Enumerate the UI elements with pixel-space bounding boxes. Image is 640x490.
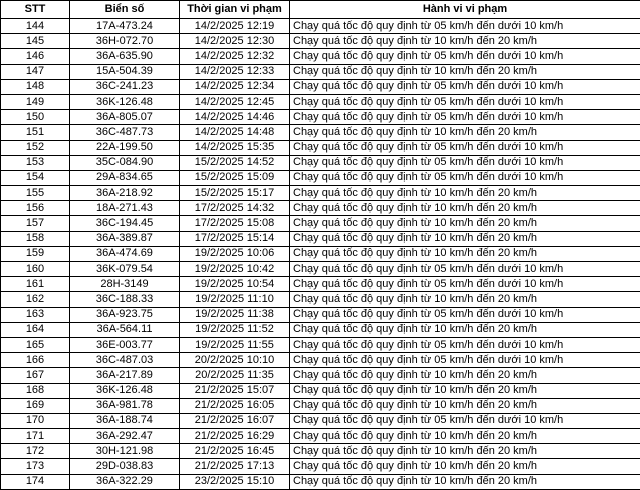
cell-stt: 157 <box>1 216 70 231</box>
cell-plate: 15A-504.39 <box>70 64 180 79</box>
cell-time: 14/2/2025 12:19 <box>180 19 290 34</box>
cell-plate: 36C-188.33 <box>70 292 180 307</box>
cell-plate: 22A-199.50 <box>70 140 180 155</box>
cell-plate: 36C-487.03 <box>70 353 180 368</box>
cell-plate: 36A-217.89 <box>70 368 180 383</box>
cell-violation: Chạy quá tốc độ quy định từ 10 km/h đến 20 km/h <box>290 322 640 337</box>
cell-violation: Chạy quá tốc độ quy định từ 10 km/h đến 20 km/h <box>290 246 640 261</box>
table-row <box>1 231 640 246</box>
cell-time: 21/2/2025 16:29 <box>180 429 290 444</box>
table-row <box>1 216 640 231</box>
cell-time: 21/2/2025 16:07 <box>180 413 290 428</box>
cell-violation: Chạy quá tốc độ quy định từ 10 km/h đến 20 km/h <box>290 398 640 413</box>
cell-time: 19/2/2025 10:06 <box>180 246 290 261</box>
table-row <box>1 186 640 201</box>
cell-time: 15/2/2025 15:17 <box>180 186 290 201</box>
cell-plate: 36C-194.45 <box>70 216 180 231</box>
cell-violation: Chạy quá tốc độ quy định từ 10 km/h đến 20 km/h <box>290 292 640 307</box>
cell-time: 14/2/2025 14:46 <box>180 110 290 125</box>
table-row <box>1 474 640 489</box>
cell-stt: 173 <box>1 459 70 474</box>
cell-plate: 29D-038.83 <box>70 459 180 474</box>
cell-stt: 171 <box>1 429 70 444</box>
cell-stt: 168 <box>1 383 70 398</box>
cell-violation: Chạy quá tốc độ quy định từ 05 km/h đến dưới 10 km/h <box>290 79 640 94</box>
cell-plate: 36A-474.69 <box>70 246 180 261</box>
header-plate: Biển số <box>70 1 180 19</box>
cell-violation: Chạy quá tốc độ quy định từ 05 km/h đến dưới 10 km/h <box>290 262 640 277</box>
cell-violation: Chạy quá tốc độ quy định từ 10 km/h đến 20 km/h <box>290 186 640 201</box>
cell-time: 17/2/2025 15:08 <box>180 216 290 231</box>
cell-violation: Chạy quá tốc độ quy định từ 05 km/h đến dưới 10 km/h <box>290 49 640 64</box>
table-row <box>1 368 640 383</box>
table-row <box>1 94 640 109</box>
header-stt: STT <box>1 1 70 19</box>
cell-plate: 36E-003.77 <box>70 337 180 352</box>
cell-stt: 149 <box>1 94 70 109</box>
cell-violation: Chạy quá tốc độ quy định từ 10 km/h đến 20 km/h <box>290 444 640 459</box>
cell-stt: 144 <box>1 19 70 34</box>
cell-violation: Chạy quá tốc độ quy định từ 05 km/h đến dưới 10 km/h <box>290 277 640 292</box>
cell-plate: 36A-188.74 <box>70 413 180 428</box>
cell-plate: 36K-079.54 <box>70 262 180 277</box>
cell-time: 19/2/2025 10:54 <box>180 277 290 292</box>
cell-stt: 153 <box>1 155 70 170</box>
cell-time: 20/2/2025 11:35 <box>180 368 290 383</box>
cell-plate: 36C-487.73 <box>70 125 180 140</box>
cell-violation: Chạy quá tốc độ quy định từ 10 km/h đến 20 km/h <box>290 34 640 49</box>
cell-violation: Chạy quá tốc độ quy định từ 10 km/h đến 20 km/h <box>290 474 640 489</box>
cell-stt: 155 <box>1 186 70 201</box>
cell-plate: 36A-923.75 <box>70 307 180 322</box>
cell-violation: Chạy quá tốc độ quy định từ 05 km/h đến dưới 10 km/h <box>290 170 640 185</box>
cell-plate: 30H-121.98 <box>70 444 180 459</box>
cell-plate: 36K-126.48 <box>70 94 180 109</box>
cell-time: 21/2/2025 16:05 <box>180 398 290 413</box>
cell-time: 19/2/2025 11:55 <box>180 337 290 352</box>
table-row <box>1 277 640 292</box>
cell-stt: 161 <box>1 277 70 292</box>
cell-violation: Chạy quá tốc độ quy định từ 10 km/h đến 20 km/h <box>290 125 640 140</box>
cell-plate: 28H-3149 <box>70 277 180 292</box>
cell-stt: 174 <box>1 474 70 489</box>
cell-violation: Chạy quá tốc độ quy định từ 10 km/h đến 20 km/h <box>290 459 640 474</box>
cell-stt: 150 <box>1 110 70 125</box>
cell-violation: Chạy quá tốc độ quy định từ 10 km/h đến 20 km/h <box>290 368 640 383</box>
header-violation: Hành vi vi phạm <box>290 1 640 19</box>
cell-violation: Chạy quá tốc độ quy định từ 05 km/h đến dưới 10 km/h <box>290 413 640 428</box>
cell-time: 14/2/2025 12:30 <box>180 34 290 49</box>
cell-plate: 36A-805.07 <box>70 110 180 125</box>
table-row <box>1 307 640 322</box>
table-row <box>1 398 640 413</box>
cell-plate: 17A-473.24 <box>70 19 180 34</box>
cell-plate: 36A-322.29 <box>70 474 180 489</box>
cell-time: 19/2/2025 11:10 <box>180 292 290 307</box>
cell-violation: Chạy quá tốc độ quy định từ 05 km/h đến dưới 10 km/h <box>290 19 640 34</box>
cell-violation: Chạy quá tốc độ quy định từ 10 km/h đến 20 km/h <box>290 383 640 398</box>
table-row <box>1 413 640 428</box>
cell-violation: Chạy quá tốc độ quy định từ 05 km/h đến dưới 10 km/h <box>290 307 640 322</box>
table-row <box>1 292 640 307</box>
cell-stt: 172 <box>1 444 70 459</box>
table-row <box>1 246 640 261</box>
cell-plate: 29A-834.65 <box>70 170 180 185</box>
table-row <box>1 34 640 49</box>
table-row <box>1 429 640 444</box>
table-row <box>1 353 640 368</box>
cell-violation: Chạy quá tốc độ quy định từ 05 km/h đến dưới 10 km/h <box>290 155 640 170</box>
cell-violation: Chạy quá tốc độ quy định từ 05 km/h đến dưới 10 km/h <box>290 353 640 368</box>
cell-time: 21/2/2025 17:13 <box>180 459 290 474</box>
cell-stt: 154 <box>1 170 70 185</box>
cell-stt: 146 <box>1 49 70 64</box>
cell-time: 19/2/2025 11:52 <box>180 322 290 337</box>
cell-time: 19/2/2025 10:42 <box>180 262 290 277</box>
cell-stt: 148 <box>1 79 70 94</box>
cell-plate: 36A-389.87 <box>70 231 180 246</box>
cell-time: 14/2/2025 14:48 <box>180 125 290 140</box>
table-row <box>1 383 640 398</box>
cell-violation: Chạy quá tốc độ quy định từ 05 km/h đến dưới 10 km/h <box>290 110 640 125</box>
cell-stt: 164 <box>1 322 70 337</box>
table-row <box>1 322 640 337</box>
table-row <box>1 459 640 474</box>
cell-plate: 36A-635.90 <box>70 49 180 64</box>
table-row <box>1 170 640 185</box>
cell-time: 20/2/2025 10:10 <box>180 353 290 368</box>
table-row <box>1 110 640 125</box>
cell-plate: 36C-241.23 <box>70 79 180 94</box>
cell-time: 14/2/2025 15:35 <box>180 140 290 155</box>
cell-stt: 163 <box>1 307 70 322</box>
cell-plate: 36A-292.47 <box>70 429 180 444</box>
cell-plate: 36A-981.78 <box>70 398 180 413</box>
header-time: Thời gian vi phạm <box>180 1 290 19</box>
table-row <box>1 444 640 459</box>
table-row <box>1 140 640 155</box>
cell-time: 15/2/2025 15:09 <box>180 170 290 185</box>
cell-time: 14/2/2025 12:33 <box>180 64 290 79</box>
cell-time: 14/2/2025 12:34 <box>180 79 290 94</box>
cell-time: 17/2/2025 14:32 <box>180 201 290 216</box>
cell-time: 15/2/2025 14:52 <box>180 155 290 170</box>
table-row <box>1 79 640 94</box>
cell-stt: 165 <box>1 337 70 352</box>
header-row <box>1 1 640 19</box>
table-row <box>1 337 640 352</box>
cell-time: 14/2/2025 12:32 <box>180 49 290 64</box>
cell-stt: 159 <box>1 246 70 261</box>
table-row <box>1 49 640 64</box>
cell-stt: 145 <box>1 34 70 49</box>
cell-time: 21/2/2025 16:45 <box>180 444 290 459</box>
table-row <box>1 201 640 216</box>
cell-violation: Chạy quá tốc độ quy định từ 10 km/h đến 20 km/h <box>290 429 640 444</box>
cell-time: 14/2/2025 12:45 <box>180 94 290 109</box>
table-row <box>1 19 640 34</box>
table-row <box>1 262 640 277</box>
cell-stt: 151 <box>1 125 70 140</box>
table-row <box>1 125 640 140</box>
cell-plate: 36H-072.70 <box>70 34 180 49</box>
cell-stt: 162 <box>1 292 70 307</box>
cell-time: 17/2/2025 15:14 <box>180 231 290 246</box>
cell-stt: 167 <box>1 368 70 383</box>
cell-plate: 35C-084.90 <box>70 155 180 170</box>
cell-plate: 36A-564.11 <box>70 322 180 337</box>
cell-stt: 147 <box>1 64 70 79</box>
cell-violation: Chạy quá tốc độ quy định từ 10 km/h đến 20 km/h <box>290 231 640 246</box>
cell-stt: 156 <box>1 201 70 216</box>
cell-violation: Chạy quá tốc độ quy định từ 05 km/h đến dưới 10 km/h <box>290 94 640 109</box>
cell-plate: 36K-126.48 <box>70 383 180 398</box>
cell-plate: 36A-218.92 <box>70 186 180 201</box>
cell-violation: Chạy quá tốc độ quy định từ 10 km/h đến 20 km/h <box>290 201 640 216</box>
cell-stt: 152 <box>1 140 70 155</box>
cell-time: 19/2/2025 11:38 <box>180 307 290 322</box>
cell-stt: 160 <box>1 262 70 277</box>
cell-stt: 169 <box>1 398 70 413</box>
table-row <box>1 155 640 170</box>
cell-violation: Chạy quá tốc độ quy định từ 10 km/h đến 20 km/h <box>290 216 640 231</box>
table-row <box>1 64 640 79</box>
cell-stt: 158 <box>1 231 70 246</box>
cell-time: 21/2/2025 15:07 <box>180 383 290 398</box>
cell-violation: Chạy quá tốc độ quy định từ 05 km/h đến dưới 10 km/h <box>290 337 640 352</box>
cell-plate: 18A-271.43 <box>70 201 180 216</box>
cell-stt: 170 <box>1 413 70 428</box>
cell-stt: 166 <box>1 353 70 368</box>
cell-violation: Chạy quá tốc độ quy định từ 05 km/h đến dưới 10 km/h <box>290 140 640 155</box>
cell-time: 23/2/2025 15:10 <box>180 474 290 489</box>
cell-violation: Chạy quá tốc độ quy định từ 10 km/h đến 20 km/h <box>290 64 640 79</box>
table-body <box>1 19 640 490</box>
